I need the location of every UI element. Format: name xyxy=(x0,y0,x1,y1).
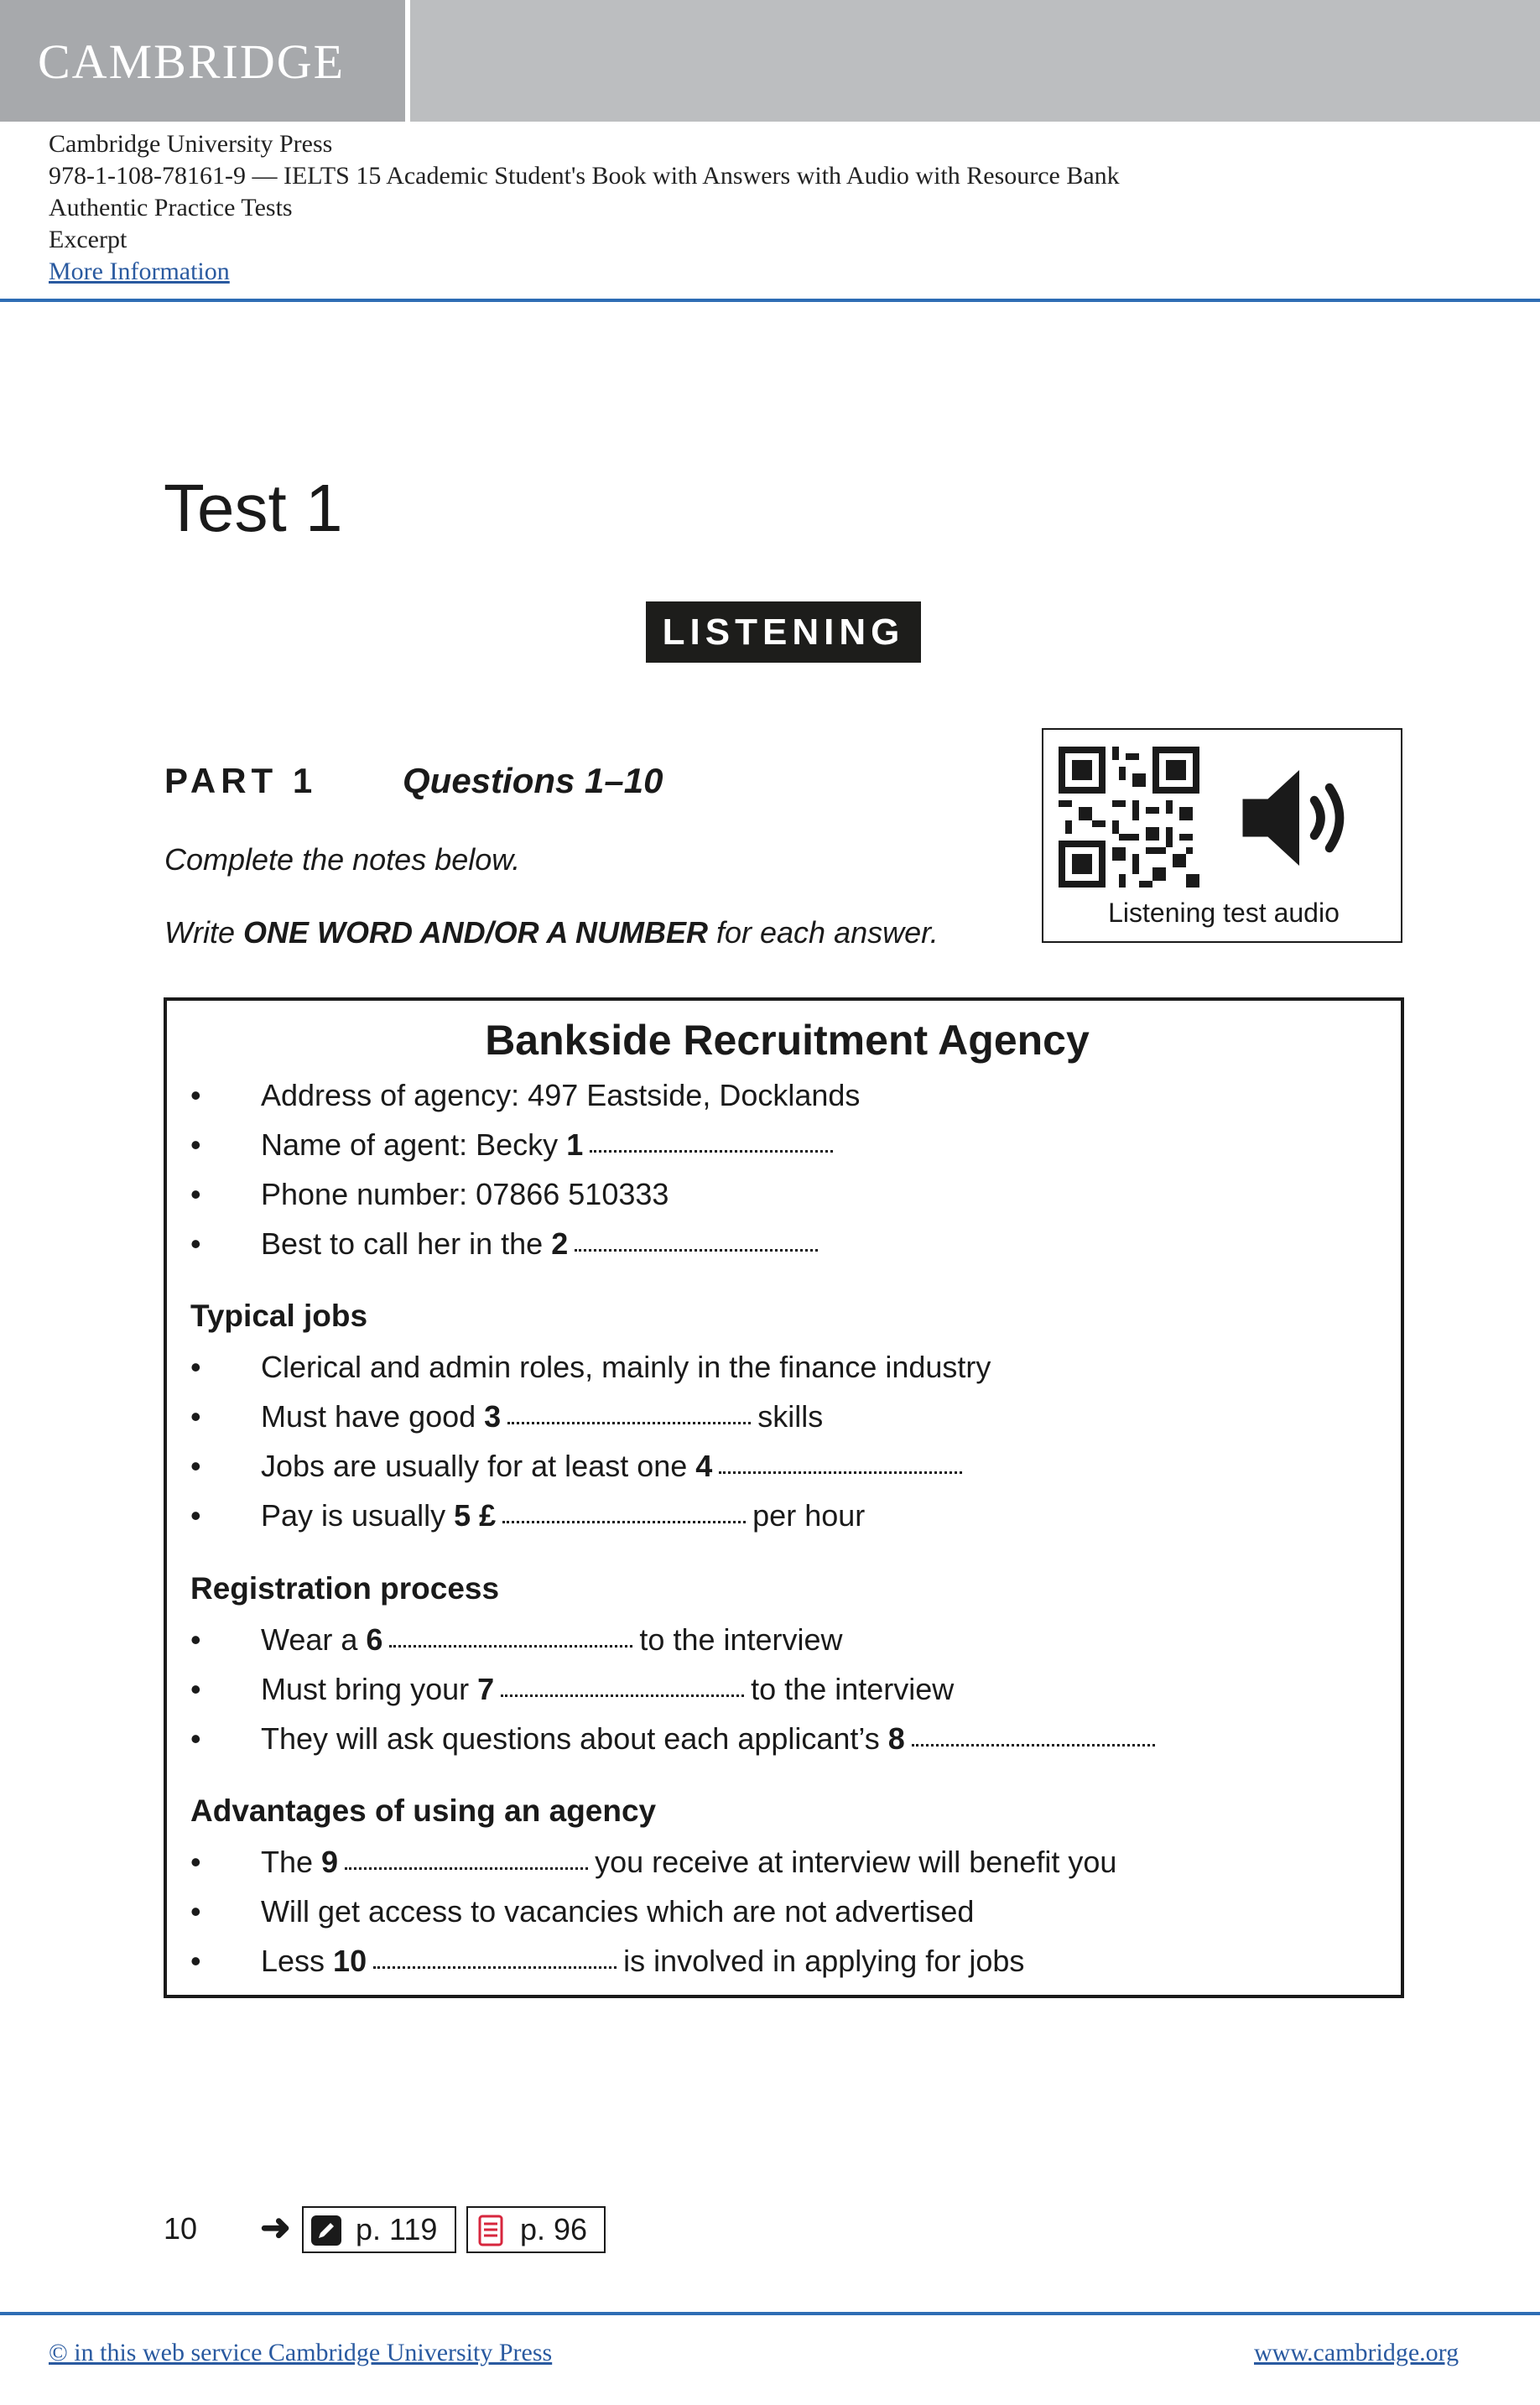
bullet: • xyxy=(190,1672,201,1706)
excerpt-line: Excerpt xyxy=(49,226,127,253)
list-item: Phone number: 07866 510333 xyxy=(261,1177,669,1211)
question-number: 3 xyxy=(484,1399,502,1434)
bullet: • xyxy=(190,1078,201,1112)
bullet: • xyxy=(190,1622,201,1657)
audio-label: Listening test audio xyxy=(1108,898,1340,928)
answer-blank[interactable] xyxy=(507,1413,751,1424)
bullet: • xyxy=(190,1845,201,1879)
question-number: 6 xyxy=(366,1622,383,1657)
audio-panel[interactable] xyxy=(1042,728,1402,943)
bullet: • xyxy=(190,1498,201,1533)
answer-blank[interactable] xyxy=(912,1736,1155,1746)
cambridge-logo: CAMBRIDGE xyxy=(38,34,346,89)
notes-title: Bankside Recruitment Agency xyxy=(485,1017,1090,1064)
questions-label: Questions 1–10 xyxy=(403,761,663,800)
answer-blank[interactable] xyxy=(373,1958,617,1969)
part-label: PART 1 xyxy=(164,761,318,800)
list-item: Will get access to vacancies which are not advertised xyxy=(261,1894,975,1929)
list-item: Must have good 3 skills xyxy=(261,1399,824,1434)
bullet: • xyxy=(190,1894,201,1929)
publisher-line: Cambridge University Press xyxy=(49,130,333,158)
question-number: 9 xyxy=(321,1845,339,1879)
question-number: 5 £ xyxy=(454,1498,497,1533)
bullet: • xyxy=(190,1226,201,1261)
copyright-link[interactable]: © in this web service Cambridge University Press xyxy=(49,2339,553,2366)
bullet: • xyxy=(190,1399,201,1434)
question-number: 7 xyxy=(477,1672,495,1706)
subtitle-line: Authentic Practice Tests xyxy=(49,194,293,221)
pencil-icon xyxy=(310,2215,342,2246)
ref1-label: p. 119 xyxy=(356,2212,438,2246)
list-item: Jobs are usually for at least one 4 xyxy=(261,1449,969,1484)
section-badge: LISTENING xyxy=(646,601,921,663)
section-heading: Registration process xyxy=(190,1571,500,1606)
answer-blank[interactable] xyxy=(575,1241,818,1252)
section-heading: Advantages of using an agency xyxy=(190,1793,657,1828)
page-number: 10 xyxy=(164,2211,198,2246)
question-number: 1 xyxy=(566,1127,584,1162)
header-rule xyxy=(0,299,1540,302)
list-item: Wear a 6 to the interview xyxy=(261,1622,843,1657)
answer-blank[interactable] xyxy=(719,1463,962,1474)
bullet: • xyxy=(190,1127,201,1162)
bullet: • xyxy=(190,1721,201,1756)
list-item: Pay is usually 5 £ per hour xyxy=(261,1498,866,1533)
list-item: The 9 you receive at interview will benefit you xyxy=(261,1845,1117,1879)
answer-blank[interactable] xyxy=(345,1859,588,1870)
footer-rule xyxy=(0,2312,1540,2315)
list-item: Name of agent: Becky 1 xyxy=(261,1127,840,1163)
list-item: They will ask questions about each applicant’s 8 xyxy=(261,1721,1162,1757)
question-number: 10 xyxy=(333,1944,367,1978)
notes-box xyxy=(164,997,1404,1998)
list-item: Best to call her in the 2 xyxy=(261,1226,825,1262)
page-title: Test 1 xyxy=(164,471,343,545)
answer-blank[interactable] xyxy=(590,1142,833,1153)
instruction-write: Write ONE WORD AND/OR A NUMBER for each answer. xyxy=(164,915,939,950)
list-item: Clerical and admin roles, mainly in the finance industry xyxy=(261,1350,991,1384)
list-item: Less 10 is involved in applying for jobs xyxy=(261,1944,1025,1978)
answer-blank[interactable] xyxy=(502,1512,746,1523)
transcript-ref-button[interactable] xyxy=(466,2206,606,2253)
section-heading: Typical jobs xyxy=(190,1299,368,1333)
qr-code-icon[interactable] xyxy=(1059,747,1199,888)
ref2-label: p. 96 xyxy=(520,2212,588,2246)
list-item: Must bring your 7 to the interview xyxy=(261,1672,955,1706)
more-information-link[interactable]: More Information xyxy=(49,258,230,285)
bullet: • xyxy=(190,1350,201,1384)
bullet: • xyxy=(190,1177,201,1211)
question-number: 2 xyxy=(551,1226,569,1261)
book-line: 978-1-108-78161-9 — IELTS 15 Academic Student's Book with Answers with Audio with Resource Bank xyxy=(49,162,1120,190)
bullet: • xyxy=(190,1449,201,1483)
answer-key-ref-button[interactable] xyxy=(302,2206,456,2253)
answer-blank[interactable] xyxy=(501,1686,744,1697)
question-number: 4 xyxy=(695,1449,713,1483)
logo-divider xyxy=(405,0,410,122)
list-item: Address of agency: 497 Eastside, Docklands xyxy=(261,1078,861,1112)
speaker-icon[interactable] xyxy=(1236,755,1362,881)
question-number: 8 xyxy=(887,1721,905,1756)
instruction-complete: Complete the notes below. xyxy=(164,842,521,877)
arrow-icon: ➜ xyxy=(260,2207,291,2248)
bullet: • xyxy=(190,1944,201,1978)
transcript-icon xyxy=(475,2215,507,2246)
cambridge-site-link[interactable]: www.cambridge.org xyxy=(1254,2339,1459,2366)
answer-blank[interactable] xyxy=(389,1637,632,1648)
